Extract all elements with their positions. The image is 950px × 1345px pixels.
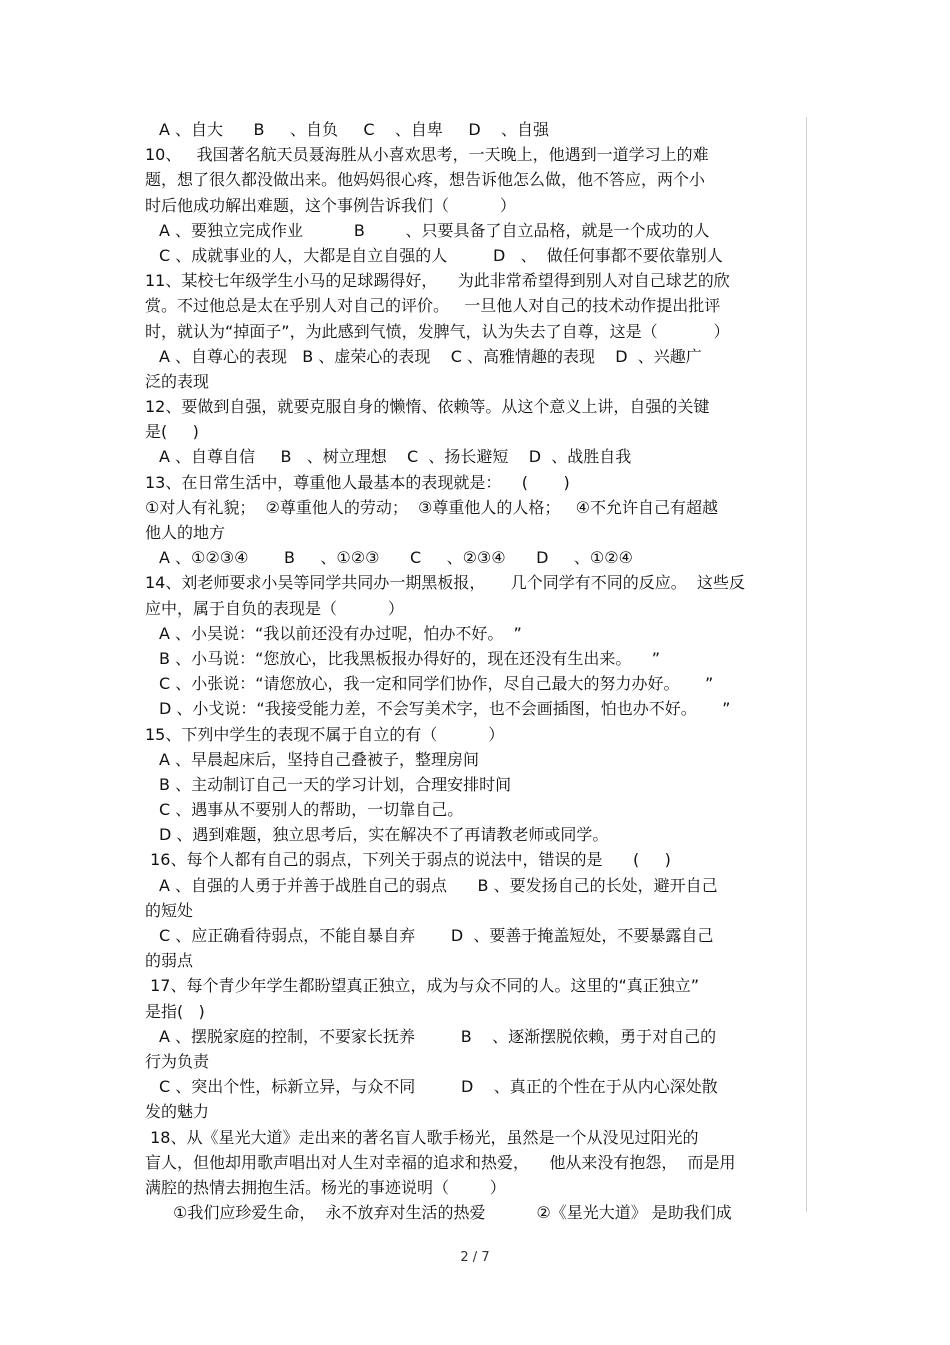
text-line: ①对人有礼貌； ②尊重他人的劳动； ③尊重他人的人格； ④不允许自己有超越 [145,497,718,517]
text-line: 赏。不过他总是太在乎别人对自己的评价。 一旦他人对自己的技术动作提出批评 [145,296,721,316]
page-number: 2 / 7 [460,1250,490,1265]
text-line: 是指( ) [145,1001,205,1021]
text-line: A 、①②③④ B 、①②③ C 、②③④ D 、①②④ [159,548,633,568]
text-line: 18、从《星光大道》走出来的著名盲人歌手杨光，虽然是一个从没见过阳光的 [145,1127,699,1147]
text-line: C 、遇事从不要别人的帮助，一切靠自己。 [159,800,464,820]
text-line: 15、下列中学生的表现不属于自立的有（ ） [145,724,505,744]
text-line: 题，想了很久都没做出来。他妈妈很心疼，想告诉他怎么做，他不答应，两个小 [145,170,706,190]
text-line: 16、每个人都有自己的弱点，下列关于弱点的说法中，错误的是 ( ) [145,850,671,870]
text-line: 12、要做到自强，就要克服自身的懒惰、依赖等。从这个意义上讲，自强的关键 [145,397,710,417]
text-line: 泛的表现 [145,371,210,391]
text-line: 时后他成功解出难题，这个事例告诉我们（ ） [145,195,516,215]
text-line: 他人的地方 [145,523,226,542]
text-line: D 、遇到难题，独立思考后，实在解决不了再请教老师或同学。 [159,825,609,845]
text-line: C 、小张说：“请您放心，我一定和同学们协作，尽自己最大的努力办好。 ” [159,674,714,694]
text-line: 10、 我国著名航天员聂海胜从小喜欢思考，一天晚上，他遇到一道学习上的难 [145,145,709,165]
document-body [145,117,810,1225]
text-line: A 、自尊自信 B 、树立理想 C 、扬长避短 D 、战胜自我 [159,447,632,467]
text-line: 11、某校七年级学生小马的足球踢得好， 为此非常希望得到别人对自己球艺的欣 [145,271,730,291]
text-line: 的短处 [145,900,194,920]
text-line: B 、小马说：“您放心，比我黑板报办得好的，现在还没有生出来。 ” [159,648,660,668]
text-line: A 、摆脱家庭的控制，不要家长抚养 B 、逐渐摆脱依赖，勇于对自己的 [159,1026,717,1046]
text-line: A 、早晨起床后，坚持自己叠被子，整理房间 [159,749,480,769]
text-line: 的弱点 [145,951,194,971]
text-line: C 、成就事业的人，大都是自立自强的人 D 、 做任何事都不要依靠别人 [159,245,723,265]
text-line: 盲人，但他却用歌声唱出对人生对幸福的追求和热爱， 他从来没有抱怨， 而是用 [145,1152,736,1172]
text-line: 是( ) [145,422,199,442]
text-line: ①我们应珍爱生命， 永不放弃对生活的热爱 ②《星光大道》 是助我们成 [173,1203,732,1223]
text-line: 13、在日常生活中，尊重他人最基本的表现就是： ( ) [145,472,570,492]
text-line: A 、自尊心的表现 B 、虚荣心的表现 C 、高雅情趣的表现 D 、兴趣广 [159,346,702,366]
text-line: D 、小戈说：“我接受能力差，不会写美术字，也不会画插图，怕也办不好。 ” [159,699,731,719]
text-line: 14、刘老师要求小吴等同学共同办一期黑板报， 几个同学有不同的反应。 这些反 [145,573,745,593]
text-line: 应中，属于自负的表现是（ ） [145,598,404,618]
text-line: C 、突出个性，标新立异，与众不同 D 、真正的个性在于从内心深处散 [159,1077,718,1097]
text-line: B 、主动制订自己一天的学习计划，合理安排时间 [159,774,512,794]
text-line: 行为负责 [145,1051,210,1071]
text-line: 满腔的热情去拥抱生活。杨光的事迹说明（ ） [145,1177,506,1197]
text-line: 发的魅力 [145,1102,210,1122]
text-line: A 、要独立完成作业 B 、只要具备了自立品格，就是一个成功的人 [159,220,710,240]
text-line: 时，就认为“掉面子”，为此感到气愤，发脾气，认为失去了自尊，这是（ ） [145,321,730,341]
text-line: A 、自大 B 、自负 C 、自卑 D 、自强 [159,120,549,139]
text-line: A 、自强的人勇于并善于战胜自己的弱点 B 、要发扬自己的长处，避开自己 [159,875,718,895]
text-line: 17、每个青少年学生都盼望真正独立，成为与众不同的人。这里的“真正独立” [145,976,700,996]
text-line: A 、小吴说：“我以前还没有办过呢，怕办不好。 ” [159,623,522,643]
text-line: C 、应正确看待弱点，不能自暴自弃 D 、要善于掩盖短处，不要暴露自己 [159,926,714,945]
